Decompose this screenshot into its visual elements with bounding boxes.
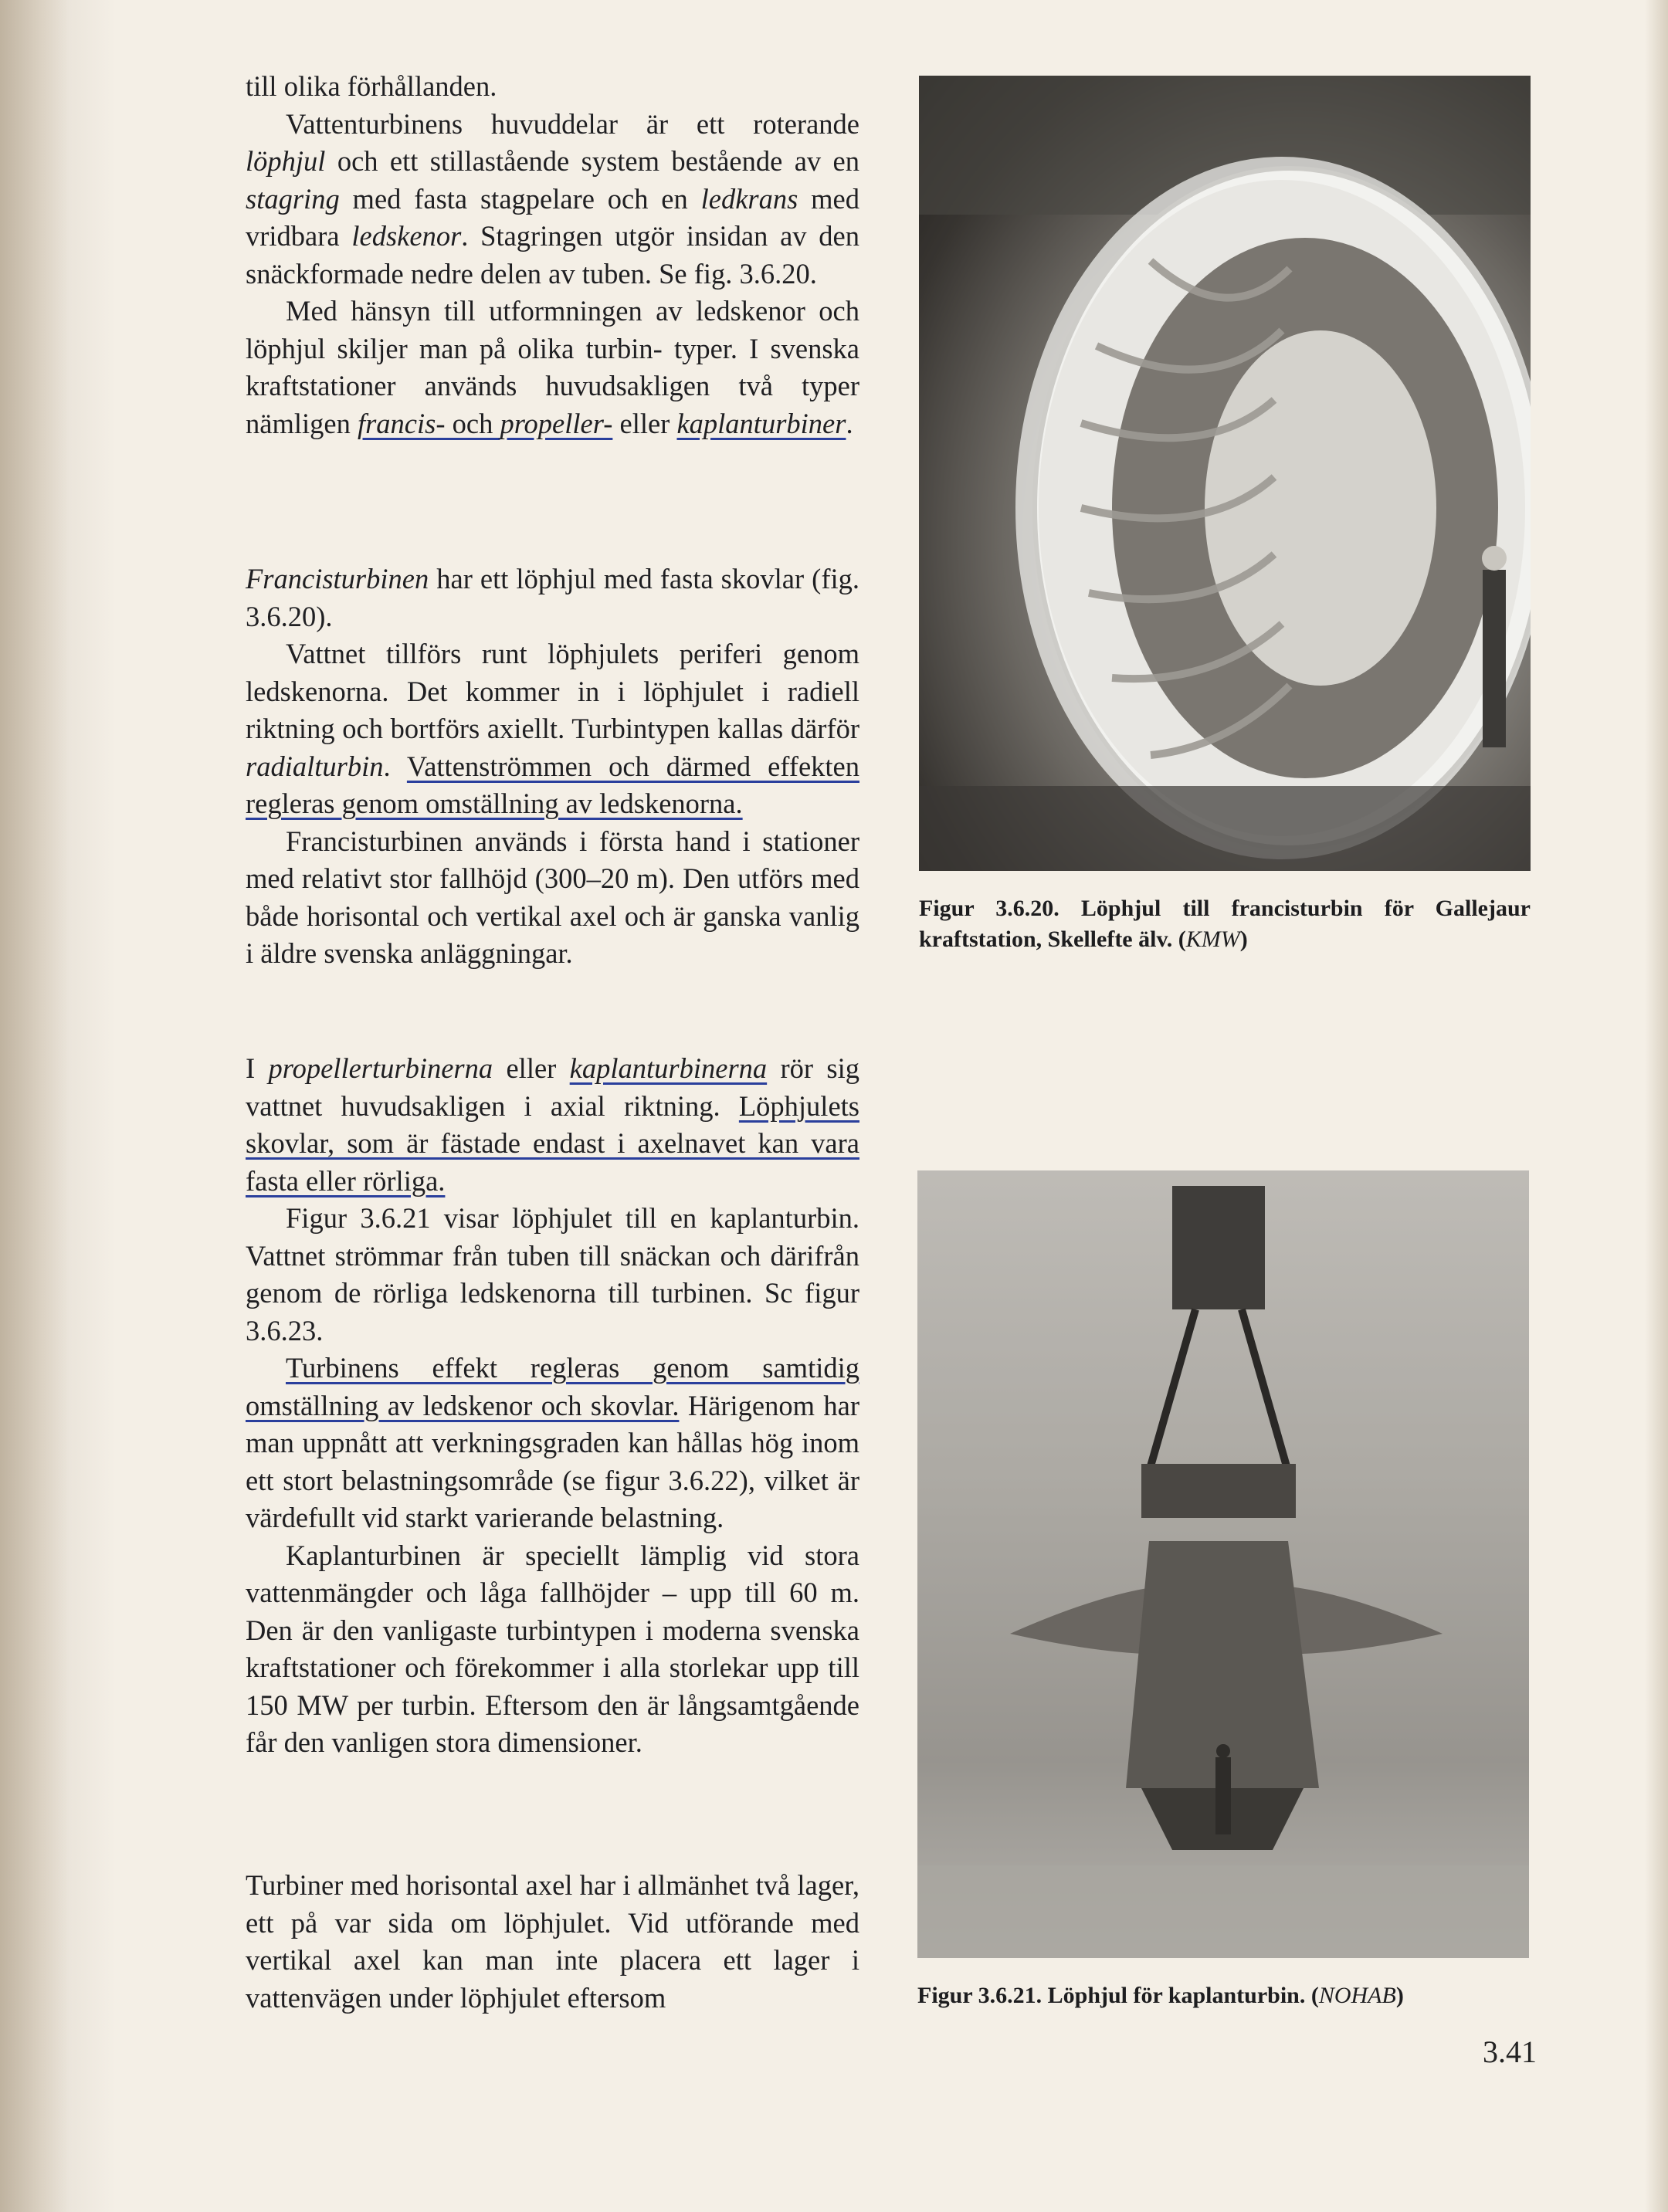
paragraph: I propellerturbinerna eller kaplanturbinerna rör sig vattnet huvudsakligen i axial riktning. Löphjulets skovlar, som är fästade endast i axelnavet kan vara fasta eller rörliga. [246,1052,859,1197]
paragraph: till olika förhållanden. [246,70,497,102]
paragraph: Francisturbinen används i första hand i stationer med relativt stor fallhöjd (300–20 m). Den utförs med både horisontal och vertikal axel och är ganska vanlig i äldre svenska anläggningar. [246,825,859,969]
text-block-intro [246,68,859,442]
paragraph: Vattenturbinens huvuddelar är ett roterande löphjul och ett stillastående system bestående av en stagring med fasta stagpelare och en ledkrans med vridbara ledskenor. Stagringen utgör insidan av den snäckformade nedre delen av tuben. Se fig. 3.6.20. [246,107,859,290]
paragraph: Med hänsyn till utformningen av ledskenor och löphjul skiljer man på olika turbin- typer. I svenska kraftstationer används huvudsakligen två typer nämligen francis- och propeller- eller kaplanturbiner. [246,295,859,439]
text-block-francis [246,561,859,973]
kaplan-runner-photo [917,1170,1529,1958]
text-block-kaplan [246,1050,859,1762]
page-edge-shadow [1645,0,1668,2212]
paragraph: Turbinens effekt regleras genom samtidig omställning av ledskenor och skovlar. Härigenom har man uppnått att verkningsgraden kan hållas hög inom ett stort belastningsområde (se figur 3.6.22), vilket är värdefullt vid starkt varierande belastning. [246,1352,859,1533]
paragraph: Turbiner med horisontal axel har i allmänhet två lager, ett på var sida om löphjulet. Vid utförande med vertikal axel kan man inte placera ett lager i vattenvägen under löphjulet eftersom [246,1869,859,2014]
paragraph: Figur 3.6.21 visar löphjulet till en kaplanturbin. Vattnet strömmar från tuben till snäckan och därifrån genom de rörliga ledskenorna till turbinen. Sc figur 3.6.23. [246,1202,859,1347]
text-block-bearings [246,1867,859,2017]
paragraph: Vattnet tillförs runt löphjulets periferi genom ledskenorna. Det kommer in i löphjulet i radiell riktning och bortförs axiellt. Turbintypen kallas därför radialturbin. Vattenströmmen och därmed effekten regleras genom omställning av ledskenorna. [246,638,859,819]
page-number: 3.41 [1483,2034,1537,2069]
figure-caption-3-6-20: Figur 3.6.20. Löphjul till francisturbin för Gallejaur kraftstation, Skellefte älv. (KMW) [919,896,1531,952]
paragraph: Kaplanturbinen är speciellt lämplig vid stora vattenmängder och låga fallhöjder – upp till 60 m. Den är den vanligaste turbintypen i moderna svenska kraftstationer och förekommer i alla storlekar upp till 150 MW per turbin. Eftersom den är långsamtgående får den vanligen stora dimensioner. [246,1539,859,1758]
francis-runner-illustration [919,76,1531,871]
left-page-shadow [0,0,116,2212]
kaplan-runner-illustration [917,1170,1529,1958]
figure-caption-3-6-21: Figur 3.6.21. Löphjul för kaplanturbin. (NOHAB) [917,1983,1404,2008]
francis-runner-photo [919,76,1531,871]
paragraph: Francisturbinen har ett löphjul med fasta skovlar (fig. 3.6.20). [246,563,859,632]
